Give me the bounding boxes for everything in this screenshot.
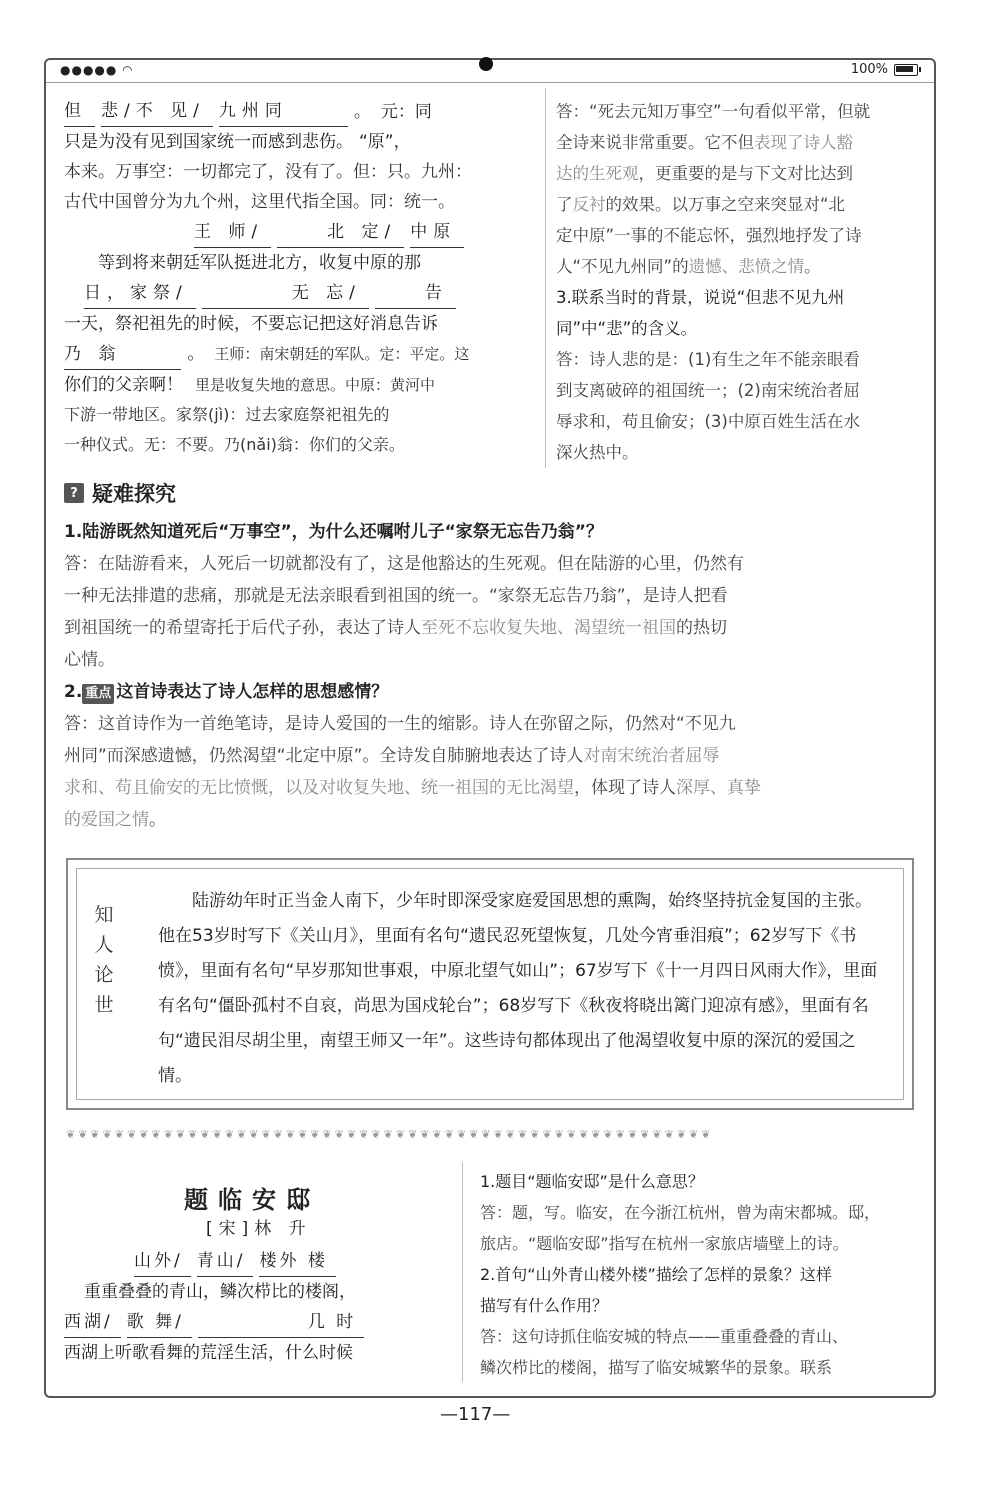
annotated-line: 但 悲/不 见/ 九州同 xyxy=(64,96,354,127)
battery-percent: 100% xyxy=(850,62,888,77)
background-info-box xyxy=(66,858,914,1110)
translation: 一天，祭祀祖先的时候，不要忘记把这好消息告诉 xyxy=(64,314,438,334)
question: 3.联系当时的背景，说说“但悲不见九州 xyxy=(556,288,845,307)
annotated-line: 乃 翁 xyxy=(64,339,187,370)
poem-qa: 1.题目“题临安邸”是什么意思？ 答：题，写。临安，在今浙江杭州，曾为南宋都城。邸， 旅店。“题临安邸”指写在杭州一家旅店墙壁上的诗。 2.首句“山外青山楼外楼”描绘了怎样的景象？这样 描写有什么作用？ 答：这句诗抓住临安城的特点——重重叠叠的青山、 鳞次栉比的楼阁，描写了临安城繁华的景象。联系 xyxy=(480,1166,920,1383)
qa-block: 1.陆游既然知道死后“万事空”，为什么还嘱咐儿子“家祭无忘告乃翁”？ 答：在陆游看来，人死后一切就都没有了，这是他豁达的生死观。但在陆游的心里，仍然有 一种无法排遣的悲痛，那就是无法亲眼看到祖国的统一。“家祭无忘告乃翁”，是诗人把看 到祖国统一的希望寄托于后代子孙，表达了诗人至死不忘收复失地、渴望统一祖国的热切 心情。 2. 重点 这首诗表达了诗人怎样的思想感情？ 答：这首诗作为一首绝笔诗，是诗人爱国的一生的缩影。诗人在弥留之际，仍然对“不见九 州同”而深感遗憾，仍然渴望“北定中原”。全诗发自肺腑地表达了诗人对南宋统治者屈辱 求和、苟且偷安的无比愤慨，以及对收复失地、统一祖国的无比渴望，体现了诗人深厚、真挚 的爱国之情。 xyxy=(64,516,924,836)
annotated-line: 山外/ 青山/ 楼外 楼 xyxy=(64,1246,444,1277)
annotated-line: 王 师/ 北 定/ 中原 xyxy=(64,217,524,248)
key-point-badge: 重点 xyxy=(82,684,114,704)
column-divider xyxy=(462,1162,463,1382)
box-side-label: 知人论世 xyxy=(94,904,114,1016)
poem-author: [宋]林 升 xyxy=(206,1219,312,1239)
gloss: 古代中国曾分为九个州，这里代指全国。同：统一。 xyxy=(64,192,455,212)
gloss: 元：同 xyxy=(380,102,432,122)
translation: 重重叠叠的青山，鳞次栉比的楼阁， xyxy=(84,1282,356,1302)
ornamental-divider: ❦❦❦❦❦❦❦❦❦❦❦❦❦❦❦❦❦❦❦❦❦❦❦❦❦❦❦❦❦❦❦❦❦❦❦❦❦❦❦❦❦❦❦❦❦❦❦❦❦❦❦❦❦ xyxy=(66,1128,714,1141)
battery-icon xyxy=(894,64,918,76)
annotated-line: 西湖/ 歌 舞/ 几 时 xyxy=(64,1307,444,1338)
translation: 西湖上听歌看舞的荒淫生活，什么时候 xyxy=(64,1343,353,1363)
question: 2.首句“山外青山楼外楼”描绘了怎样的景象？这样 xyxy=(480,1265,832,1284)
translation: 只是为没有见到国家统一而感到悲伤。 xyxy=(64,132,353,152)
question-icon: ? xyxy=(64,483,84,503)
poem-lines xyxy=(64,1246,444,1368)
right-answer-column: 答：“死去元知万事空”一句看似平常，但就 全诗来说非常重要。它不但表现了诗人豁 达的生死观，更重要的是与下文对比达到 了反衬的效果。以万事之空来突显对“北 定中原”一事的不能忘怀，强烈地抒发了诗 人“不见九州同”的遗憾、悲愤之情。 3.联系当时的背景，说说“但悲不见九州 同”中“悲”的含义。 答：诗人悲的是：(1)有生之年不能亲眼看 到支离破碎的祖国统一；(2)南宋统治者屈 辱求和，苟且偷安；(3)中原百姓生活在水 深火热中。 xyxy=(556,96,926,468)
section-title: ? 疑难探究 xyxy=(64,478,176,508)
question: 描写有什么作用？ xyxy=(480,1296,609,1315)
camera-dot-icon xyxy=(479,57,493,71)
signal-icon: ●●●●● ◠ xyxy=(60,63,134,77)
question: 1.题目“题临安邸”是什么意思？ xyxy=(480,1172,704,1191)
poem-title: 题临安邸 xyxy=(184,1186,320,1214)
translation: 等到将来朝廷军队挺进北方，收复中原的那 xyxy=(98,253,421,273)
annotated-line: 日，家祭/ 无 忘/ 告 xyxy=(64,278,524,309)
battery-status xyxy=(851,62,918,77)
page-number: —117— xyxy=(440,1404,511,1425)
translation: 你们的父亲啊！ xyxy=(64,375,183,395)
column-divider xyxy=(545,88,546,468)
question: 同”中“悲”的含义。 xyxy=(556,319,698,338)
question: 1.陆游既然知道死后“万事空”，为什么还嘱咐儿子“家祭无忘告乃翁”？ xyxy=(64,522,603,542)
left-poem-column: 但 悲/不 见/ 九州同 。 元：同 只是为没有见到国家统一而感到悲伤。 “原”， 本来。万事空：一切都完了，没有了。但：只。九州： 古代中国曾分为九个州，这里代指全国。同：统一。 王 师/ 北 定/ 中原 等到将来朝廷军队挺进北方，收复中原的那 日，家祭/ 无 忘/ 告 一天，祭祀祖先的时候，不要忘记把这好消息告诉 乃 翁 。 王师：南宋朝廷的军队。定：平定。这 你们的父亲啊！ 里是收复失地的意思。中原：黄河中 下游一带地区。家祭(jì)：过去家庭祭祀祖先的 一种仪式。无：不要。乃(nǎi)翁：你们的父亲。 xyxy=(64,96,524,460)
box-text: 陆游幼年时正当金人南下，少年时即深受家庭爱国思想的熏陶，始终坚持抗金复国的主张。他在53岁时写下《关山月》，里面有名句“遗民忍死望恢复，几处今宵垂泪痕”；62岁写下《书愤》，里面有名句“早岁那知世事艰，中原北望气如山”；67岁写下《十一月四日风雨大作》，里面有名句“僵卧孤村不自哀，尚思为国戍轮台”；68岁写下《秋夜将晓出篱门迎凉有感》，里面有名句“遗民泪尽胡尘里，南望王师又一年”。这些诗句都体现出了他渴望收复中原的深沉的爱国之情。 xyxy=(158,891,878,1086)
gloss: 本来。万事空：一切都完了，没有了。但：只。九州： xyxy=(64,162,472,182)
